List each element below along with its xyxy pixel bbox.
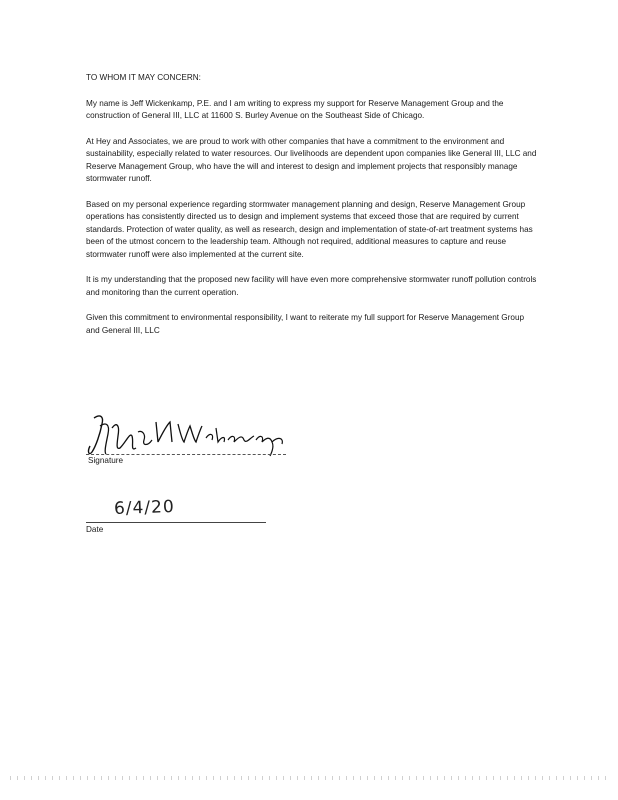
date-label: Date bbox=[86, 525, 104, 534]
paragraph-experience: Based on my personal experience regarding stormwater management planning and design, Reserve Management Group operations has consistently directed us to design and implement systems that exceed those that are required by current standards. Protection of water quality, as well as research, design and implementation of state-of-art treatment systems has been of the utmost concern to the leadership team. Although not required, additional measures to capture and reuse stormwater runoff were also implemented at the current site. bbox=[86, 199, 533, 259]
letter-body bbox=[86, 72, 538, 350]
handwritten-date: 6/4/20 bbox=[113, 496, 176, 520]
paragraph-introduction: My name is Jeff Wickenkamp, P.E. and I am writing to express my support for Reserve Management Group and the construction of General III, LLC at 11600 S. Burley Avenue on the Southeast Side of Chicago. bbox=[86, 98, 504, 120]
salutation: TO WHOM IT MAY CONCERN: bbox=[86, 73, 201, 82]
date-line bbox=[86, 522, 266, 523]
signature-block bbox=[86, 412, 316, 472]
paragraph-associates: At Hey and Associates, we are proud to work with other companies that have a commitment to the environment and sustainability, especially related to water resources. Our livelihoods are dependent upon companies like General III, LLC and Reserve Management Group, who have the will and interest to design and implement projects that responsibly manage stormwater runoff. bbox=[86, 136, 537, 183]
signature-line bbox=[86, 454, 286, 455]
date-block bbox=[86, 498, 286, 548]
scan-noise-strip bbox=[10, 776, 608, 780]
paragraph-support: Given this commitment to environmental responsibility, I want to reiterate my full support for Reserve Management Group and General III, LLC bbox=[86, 313, 525, 335]
handwritten-signature bbox=[86, 412, 296, 460]
paragraph-understanding: It is my understanding that the proposed new facility will have even more comprehensive stormwater runoff pollution controls and monitoring than the current operation. bbox=[86, 275, 537, 297]
signature-label: Signature bbox=[88, 456, 124, 465]
